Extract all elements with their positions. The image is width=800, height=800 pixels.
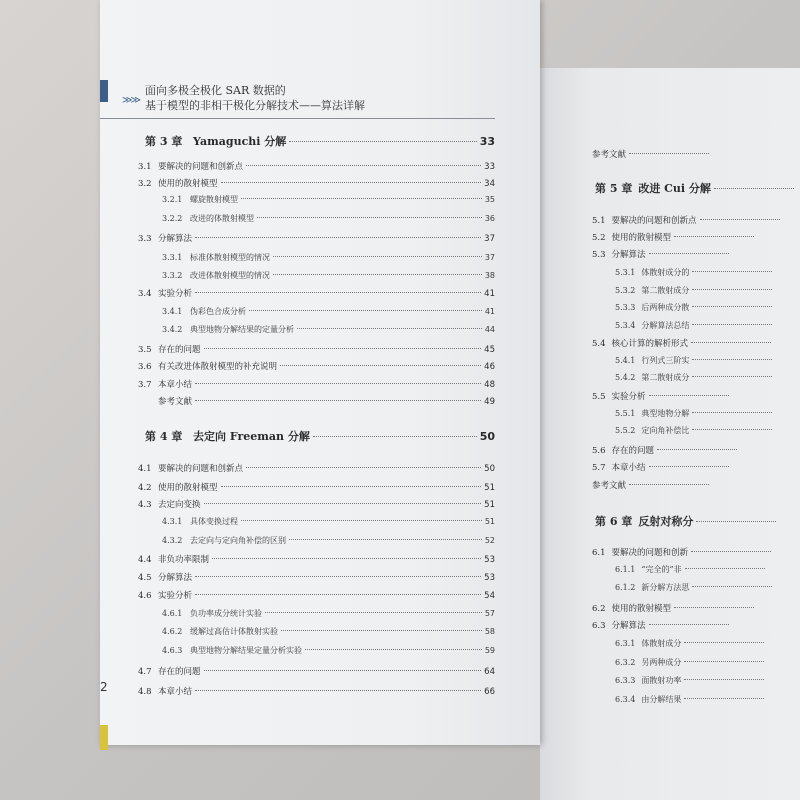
toc-entry: [138, 498, 495, 510]
leader-dots: [195, 237, 481, 238]
toc-title: 实验分析: [611, 392, 646, 402]
toc-entry: [592, 248, 800, 260]
toc-title: 分解算法: [158, 234, 193, 244]
toc-page: 34: [484, 179, 495, 189]
leader-dots: [204, 503, 482, 504]
leader-dots: [257, 217, 482, 218]
toc-number: 3.3.2: [162, 271, 183, 280]
toc-number: 6.1.1: [615, 565, 636, 574]
toc-page: 33: [484, 162, 495, 172]
leader-dots: [692, 429, 772, 430]
leader-dots: [700, 219, 780, 220]
leader-dots: [204, 670, 482, 671]
leader-dots: [692, 306, 772, 307]
toc-entry: [138, 685, 495, 697]
toc-title: 参考文献: [592, 481, 627, 491]
toc-entry: [592, 231, 800, 243]
toc-entry: [138, 589, 495, 601]
toc-number: 6.1.2: [615, 583, 636, 592]
toc-page: 41: [484, 307, 495, 316]
toc-number: 3.4: [138, 289, 152, 299]
toc-entry: [138, 177, 495, 189]
toc-page: 58: [484, 627, 495, 636]
toc-entry: [138, 160, 495, 172]
toc-entry: [138, 360, 495, 372]
toc-entry: [162, 645, 495, 656]
toc-number: 第 4 章: [145, 430, 183, 443]
toc-number: 第 5 章: [595, 182, 633, 195]
toc-number: 5.4.2: [615, 373, 636, 382]
toc-entry: [615, 302, 800, 313]
toc-number: 6.3: [592, 621, 606, 631]
toc-title: 标准体散射模型的情况: [190, 253, 270, 262]
toc-entry: [162, 608, 495, 619]
left-page: [100, 0, 540, 745]
leader-dots: [246, 165, 481, 166]
toc-page: 51: [484, 517, 495, 526]
toc-title: 实验分析: [158, 289, 193, 299]
leader-dots: [221, 486, 482, 487]
leader-dots: [246, 467, 481, 468]
toc-title: 典型地物分解结果定量分析实验: [190, 646, 302, 655]
header-chevron-icon: ≫≫: [122, 95, 139, 106]
toc-number: 6.2: [592, 604, 606, 614]
leader-dots: [685, 568, 765, 569]
toc-number: 5.5.1: [615, 409, 636, 418]
toc-entry: [615, 372, 800, 383]
toc-page: 51: [484, 500, 495, 510]
toc-page: 51: [484, 483, 495, 493]
toc-entry: [592, 619, 800, 631]
leader-dots: [649, 466, 729, 467]
leader-dots: [692, 271, 772, 272]
leader-dots: [195, 690, 481, 691]
toc-page: 36: [484, 214, 495, 223]
leader-dots: [221, 182, 482, 183]
toc-page: 45: [484, 345, 495, 355]
leader-dots: [684, 642, 764, 643]
toc-number: 4.6.2: [162, 627, 183, 636]
toc-page: 41: [484, 289, 495, 299]
toc-title: 分解算法: [611, 621, 646, 631]
toc-number: 5.3.4: [615, 321, 636, 330]
toc-page: 37: [484, 253, 495, 262]
toc-title: 第二散射成分: [641, 286, 690, 295]
toc-entry: [138, 287, 495, 299]
toc-entry: [138, 553, 495, 565]
header-title-line1: 面向多极全极化 SAR 数据的: [145, 84, 286, 97]
toc-number: 4.5: [138, 573, 152, 583]
toc-title: 新分解方法思: [641, 583, 690, 592]
leader-dots: [692, 289, 772, 290]
toc-title: 要解决的问题和创新: [611, 548, 689, 558]
toc-page: 53: [484, 555, 495, 565]
toc-entry: [592, 444, 800, 456]
toc-number: 4.4: [138, 555, 152, 565]
toc-title: 改进的体散射模型: [190, 214, 254, 223]
toc-number: 4.3: [138, 500, 152, 510]
toc-number: 3.3: [138, 234, 152, 244]
leader-dots: [649, 395, 729, 396]
toc-entry: [138, 395, 495, 407]
toc-title: 本章小结: [611, 463, 646, 473]
leader-dots: [265, 612, 482, 613]
leader-dots: [691, 342, 771, 343]
toc-title: 去定向变换: [158, 500, 201, 510]
leader-dots: [691, 551, 771, 552]
leader-dots: [289, 539, 482, 540]
toc-entry: [162, 306, 495, 317]
toc-title: 后两种成分散: [641, 303, 690, 312]
toc-title: 核心计算的解析形式: [611, 339, 689, 349]
toc-title: 存在的问题: [611, 446, 655, 456]
toc-number: 5.3.2: [615, 286, 636, 295]
toc-title: 去定向与定向角补偿的区别: [190, 536, 286, 545]
leader-dots: [674, 236, 754, 237]
toc-number: 4.1: [138, 464, 152, 474]
toc-entry: [592, 461, 800, 473]
toc-number: 5.3.1: [615, 268, 636, 277]
toc-entry: [592, 479, 800, 491]
toc-entry: [592, 148, 800, 160]
toc-entry: [145, 133, 495, 149]
toc-number: 4.8: [138, 687, 152, 697]
toc-number: 6.3.3: [615, 676, 636, 685]
toc-title: 存在的问题: [158, 667, 201, 677]
toc-entry: [162, 270, 495, 281]
toc-title: 反射对称分: [638, 515, 694, 528]
toc-entry: [615, 564, 800, 575]
toc-page: 66: [484, 687, 495, 697]
toc-number: 3.5: [138, 345, 152, 355]
toc-number: 3.7: [138, 380, 152, 390]
toc-title: 另两种成分: [641, 658, 682, 667]
cover-edge: [100, 725, 108, 750]
toc-entry: [162, 626, 495, 637]
toc-title: 定向角补偿比: [641, 426, 690, 435]
header-title-line2: 基于模型的非相干极化分解技术——算法详解: [145, 99, 365, 112]
toc-number: 第 6 章: [595, 515, 633, 528]
toc-title: 具体变换过程: [190, 517, 238, 526]
toc-title: 使用的散射模型: [158, 179, 218, 189]
leader-dots: [195, 594, 481, 595]
toc-number: 4.3.2: [162, 536, 183, 545]
toc-title: 负功率成分统计实验: [190, 609, 262, 618]
toc-title: 去定向 Freeman 分解: [193, 430, 310, 443]
toc-number: 5.3: [592, 250, 606, 260]
toc-title: 分解算法: [611, 250, 646, 260]
toc-number: 4.6: [138, 591, 152, 601]
toc-entry: [162, 194, 495, 205]
toc-number: 6.3.4: [615, 695, 636, 704]
toc-page: 44: [484, 325, 495, 334]
toc-entry: [138, 462, 495, 474]
toc-number: 6.1: [592, 548, 606, 558]
toc-title: 参考文献: [592, 150, 627, 160]
toc-entry: [162, 324, 495, 335]
toc-number: 5.5: [592, 392, 606, 402]
toc-page: 46: [484, 362, 495, 372]
toc-page: 38: [484, 271, 495, 280]
toc-entry: [592, 390, 800, 402]
leader-dots: [684, 661, 764, 662]
toc-entry: [595, 513, 800, 529]
toc-entry: [615, 408, 800, 419]
toc-title: 本章小结: [158, 380, 193, 390]
leader-dots: [273, 256, 482, 257]
leader-dots: [305, 649, 482, 650]
toc-number: 5.1: [592, 216, 606, 226]
leader-dots: [629, 484, 709, 485]
toc-entry: [162, 535, 495, 546]
toc-entry: [595, 180, 800, 196]
toc-number: 5.6: [592, 446, 606, 456]
toc-entry: [615, 657, 800, 668]
leader-dots: [692, 586, 772, 587]
toc-entry: [138, 571, 495, 583]
toc-number: 4.7: [138, 667, 152, 677]
toc-entry: [138, 343, 495, 355]
leader-dots: [195, 383, 481, 384]
leader-dots: [195, 400, 481, 401]
leader-dots: [692, 376, 772, 377]
leader-dots: [649, 624, 729, 625]
toc-entry: [615, 285, 800, 296]
toc-page: 50: [479, 430, 495, 443]
leader-dots: [241, 198, 482, 199]
toc-title: 行列式三阶实: [641, 356, 690, 365]
toc-number: 5.4: [592, 339, 606, 349]
toc-entry: [592, 337, 800, 349]
toc-title: 典型地物分解结果的定量分析: [190, 325, 294, 334]
toc-entry: [138, 481, 495, 493]
toc-entry: [162, 213, 495, 224]
toc-entry: [615, 320, 800, 331]
leader-dots: [714, 188, 794, 189]
leader-dots: [649, 253, 729, 254]
toc-page: 52: [484, 536, 495, 545]
toc-page: 33: [479, 135, 495, 148]
header-rule: [100, 118, 495, 119]
toc-number: 3.1: [138, 162, 152, 172]
toc-number: 5.5.2: [615, 426, 636, 435]
toc-page: 48: [484, 380, 495, 390]
leader-dots: [674, 607, 754, 608]
right-page: [540, 68, 800, 800]
leader-dots: [204, 348, 482, 349]
leader-dots: [696, 521, 776, 522]
leader-dots: [289, 141, 476, 142]
toc-title: 改进体散射模型的情况: [190, 271, 270, 280]
toc-title: Yamaguchi 分解: [193, 135, 287, 148]
toc-title: “完全的”非: [641, 565, 682, 574]
toc-title: 实验分析: [158, 591, 193, 601]
toc-number: 3.4.2: [162, 325, 183, 334]
toc-title: 本章小结: [158, 687, 193, 697]
leader-dots: [249, 310, 482, 311]
leader-dots: [657, 449, 737, 450]
leader-dots: [281, 630, 482, 631]
toc-title: 改进 Cui 分解: [638, 182, 711, 195]
leader-dots: [629, 153, 709, 154]
leader-dots: [297, 328, 482, 329]
toc-number: 3.6: [138, 362, 152, 372]
toc-entry: [138, 232, 495, 244]
toc-title: 参考文献: [158, 397, 193, 407]
toc-title: 要解决的问题和创新点: [158, 464, 244, 474]
toc-entry: [615, 638, 800, 649]
toc-number: 4.3.1: [162, 517, 183, 526]
leader-dots: [195, 292, 481, 293]
toc-title: 使用的散射模型: [611, 604, 672, 614]
leader-dots: [692, 359, 772, 360]
toc-title: 由分解结果: [641, 695, 682, 704]
leader-dots: [280, 365, 481, 366]
toc-entry: [162, 252, 495, 263]
toc-title: 分解算法总结: [641, 321, 690, 330]
toc-title: 有关改进体散射模型的补充说明: [158, 362, 278, 372]
toc-number: 3.2: [138, 179, 152, 189]
toc-number: 3.4.1: [162, 307, 183, 316]
toc-entry: [615, 675, 800, 686]
toc-entry: [615, 694, 800, 705]
toc-entry: [592, 214, 800, 226]
toc-number: 5.3.3: [615, 303, 636, 312]
leader-dots: [692, 324, 772, 325]
leader-dots: [692, 412, 772, 413]
leader-dots: [684, 698, 764, 699]
toc-number: 4.6.3: [162, 646, 183, 655]
leader-dots: [241, 520, 482, 521]
toc-number: 3.3.1: [162, 253, 183, 262]
leader-dots: [195, 576, 481, 577]
toc-page: 59: [484, 646, 495, 655]
toc-page: 50: [484, 464, 495, 474]
toc-page: 35: [484, 195, 495, 204]
toc-entry: [615, 267, 800, 278]
toc-number: 4.6.1: [162, 609, 183, 618]
toc-title: 存在的问题: [158, 345, 201, 355]
toc-entry: [592, 602, 800, 614]
toc-number: 5.7: [592, 463, 606, 473]
toc-title: 螺旋散射模型: [190, 195, 238, 204]
toc-entry: [162, 516, 495, 527]
toc-number: 6.3.2: [615, 658, 636, 667]
page-number: 2: [100, 680, 108, 694]
toc-page: 37: [484, 234, 495, 244]
toc-page: 53: [484, 573, 495, 583]
toc-title: 使用的散射模型: [611, 233, 672, 243]
toc-title: 体散射成分: [641, 639, 682, 648]
toc-number: 6.3.1: [615, 639, 636, 648]
toc-title: 体散射成分的: [641, 268, 690, 277]
toc-title: 面散射功率: [641, 676, 682, 685]
leader-dots: [273, 274, 482, 275]
leader-dots: [212, 558, 481, 559]
toc-entry: [615, 425, 800, 436]
toc-number: 5.4.1: [615, 356, 636, 365]
toc-title: 要解决的问题和创新点: [158, 162, 244, 172]
toc-number: 5.2: [592, 233, 606, 243]
toc-title: 分解算法: [158, 573, 193, 583]
toc-title: 典型地物分解: [641, 409, 690, 418]
toc-page: 49: [484, 397, 495, 407]
toc-number: 3.2.1: [162, 195, 183, 204]
toc-title: 非负功率限制: [158, 555, 210, 565]
toc-entry: [145, 428, 495, 444]
toc-title: 使用的散射模型: [158, 483, 218, 493]
toc-page: 54: [484, 591, 495, 601]
toc-page: 57: [484, 609, 495, 618]
toc-entry: [615, 355, 800, 366]
toc-number: 第 3 章: [145, 135, 183, 148]
leader-dots: [313, 436, 477, 437]
toc-entry: [592, 546, 800, 558]
toc-number: 3.2.2: [162, 214, 183, 223]
toc-number: 4.2: [138, 483, 152, 493]
toc-title: 要解决的问题和创新点: [611, 216, 697, 226]
toc-title: 伪彩色合成分析: [190, 307, 246, 316]
header-accent-bar: [100, 80, 108, 102]
toc-page: 64: [484, 667, 495, 677]
toc-entry: [138, 378, 495, 390]
toc-entry: [615, 582, 800, 593]
toc-entry: [138, 665, 495, 677]
toc-title: 第二散射成分: [641, 373, 690, 382]
toc-title: 缓解过高估计体散射实验: [190, 627, 278, 636]
leader-dots: [684, 679, 764, 680]
